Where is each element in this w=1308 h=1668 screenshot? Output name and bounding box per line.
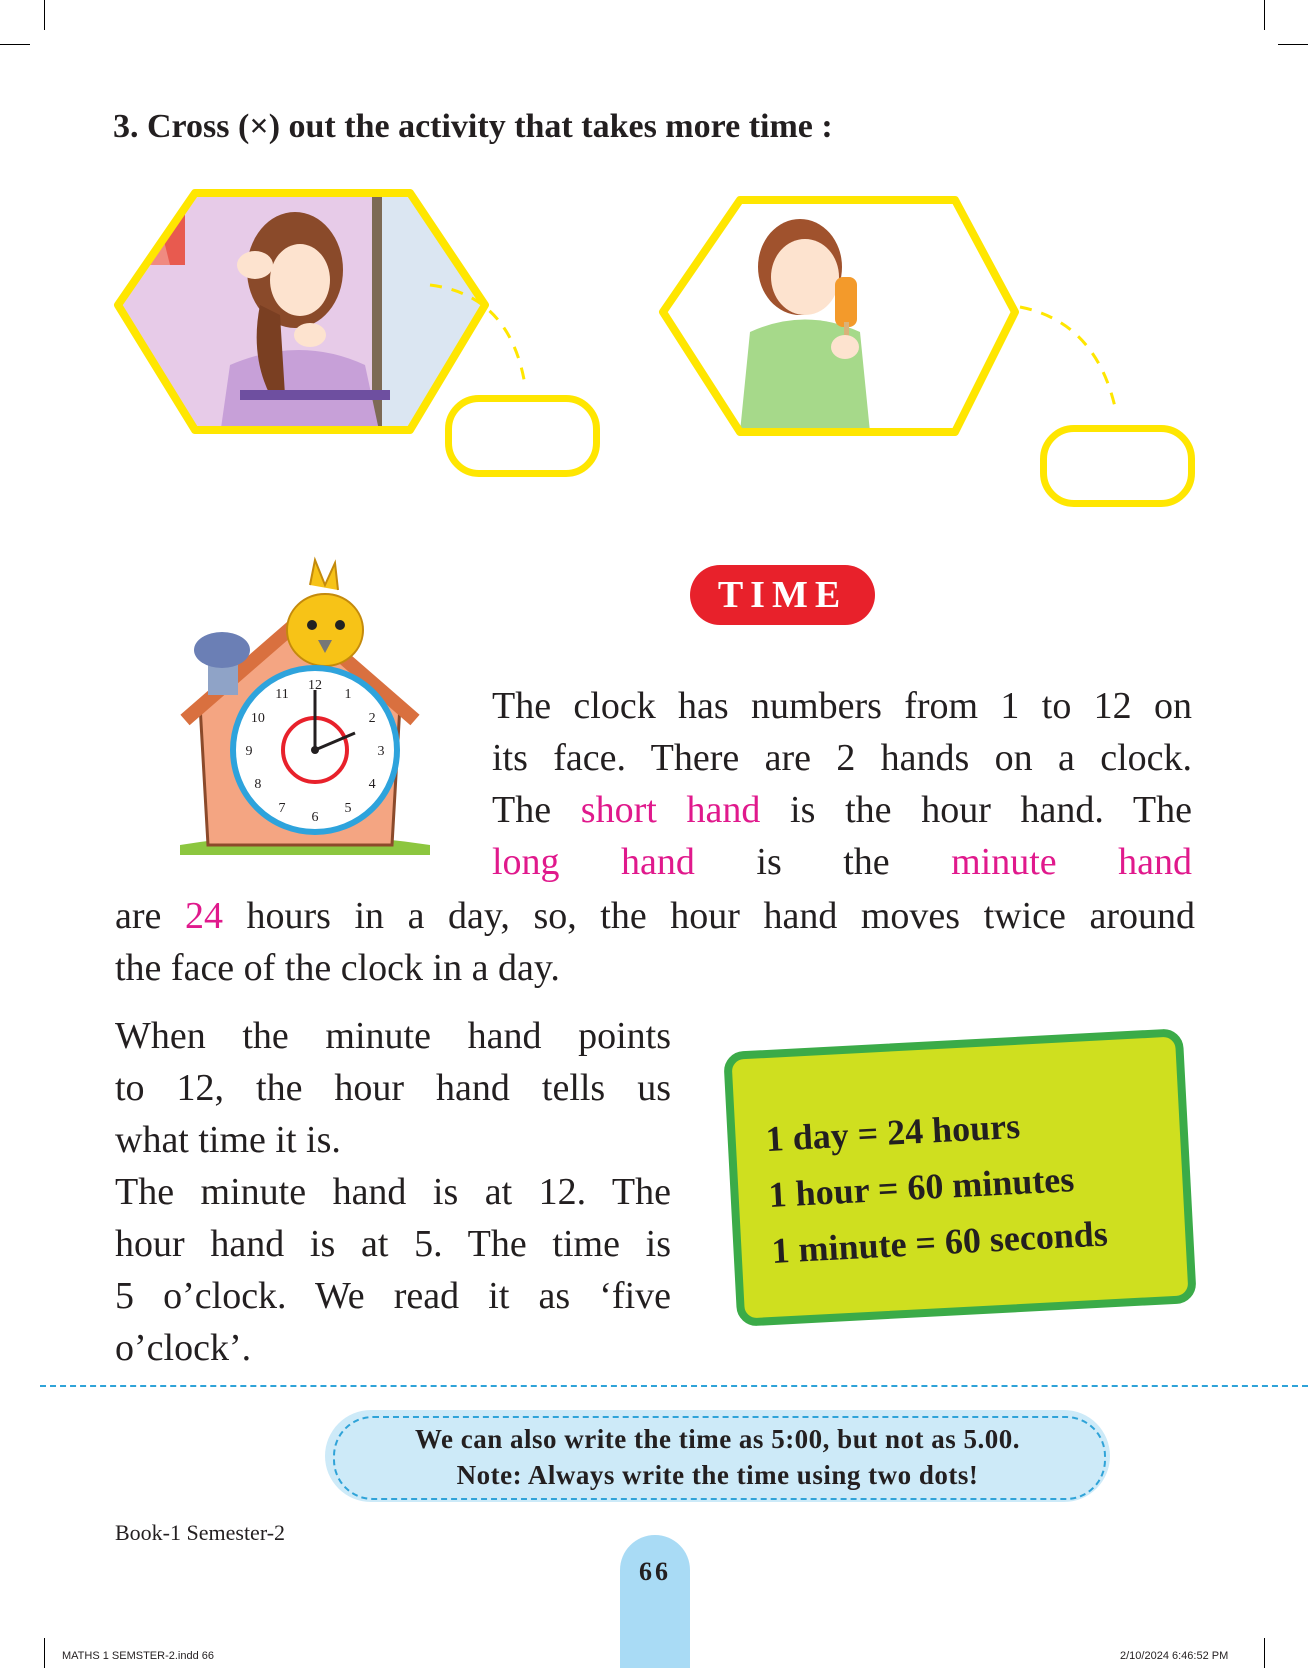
- clock-number: 9: [245, 744, 253, 759]
- highlight-long-hand: long hand: [492, 841, 695, 883]
- explain-line: When the minute hand points: [115, 1015, 671, 1057]
- section-divider: [40, 1385, 1308, 1387]
- crop-mark: [1264, 1638, 1265, 1668]
- page-number: 66: [639, 1557, 671, 1586]
- explain-line: hour hand is at 5. The time is: [115, 1223, 671, 1265]
- highlight-short-hand: short hand: [580, 789, 761, 831]
- crop-mark: [44, 0, 45, 30]
- clock-number: 7: [278, 801, 286, 817]
- page-number-tab: [620, 1535, 690, 1668]
- clock-number: 5: [344, 801, 352, 817]
- clock-number: 1: [344, 686, 352, 702]
- intro-line: The clock has numbers from 1 to 12 on: [492, 685, 1192, 727]
- clock-number: 2: [368, 711, 376, 726]
- explain-line: what time it is.: [115, 1119, 341, 1161]
- clock-number: 10: [250, 711, 265, 726]
- note-line: Note: Always write the time using two dots!: [456, 1460, 979, 1490]
- text-run: is the hour hand. The: [760, 789, 1192, 831]
- explain-line: The minute hand is at 12. The: [115, 1171, 671, 1213]
- crop-mark: [1278, 44, 1308, 45]
- crop-mark: [1264, 0, 1265, 30]
- answer-box-right[interactable]: [1040, 425, 1195, 507]
- text-run: hours in a day, so, the hour hand moves twice around: [222, 895, 1195, 937]
- intro-line: [492, 836, 1192, 888]
- highlight-24: 24: [184, 895, 223, 937]
- intro-line: the face of the clock in a day.: [115, 947, 560, 989]
- text-run: The: [492, 789, 581, 831]
- slug-right: 2/10/2024 6:46:52 PM: [1120, 1650, 1229, 1662]
- time-badge: TIME: [690, 565, 875, 625]
- intro-line: [492, 784, 1192, 836]
- clock-number: 8: [254, 777, 262, 792]
- text-run: are: [115, 895, 185, 937]
- clock-number: 3: [377, 744, 385, 759]
- clock-number: 11: [275, 686, 289, 702]
- intro-line: its face. There are 2 hands on a clock.: [492, 737, 1192, 779]
- time-units-box: [723, 1028, 1197, 1327]
- book-label: Book-1 Semester-2: [115, 1520, 286, 1545]
- fact-day: 1 day = 24 hours: [764, 1105, 1022, 1160]
- crop-mark: [44, 1638, 45, 1668]
- highlight-minute-hand: minute hand: [951, 841, 1192, 883]
- crop-mark: [0, 44, 30, 45]
- explain-line: to 12, the hour hand tells us: [115, 1067, 671, 1109]
- answer-box-left[interactable]: [445, 395, 600, 477]
- cuckoo-clock-illustration: [160, 555, 440, 865]
- fact-hour: 1 hour = 60 minutes: [767, 1159, 1076, 1216]
- fact-minute: 1 minute = 60 seconds: [770, 1213, 1109, 1271]
- text-run: is the: [694, 841, 952, 883]
- explain-line: 5 o’clock. We read it as ‘five: [115, 1275, 671, 1317]
- intro-line: [115, 890, 1195, 942]
- clock-number: 4: [368, 777, 376, 792]
- note-line: We can also write the time as 5:00, but not as 5.00.: [415, 1424, 1020, 1454]
- explain-line: o’clock’.: [115, 1327, 252, 1369]
- clock-number: 6: [311, 810, 319, 825]
- slug-left: MATHS 1 SEMSTER-2.indd 66: [62, 1650, 215, 1662]
- question-heading: 3. Cross (×) out the activity that takes more time :: [113, 108, 833, 145]
- clock-number: 12: [308, 678, 322, 693]
